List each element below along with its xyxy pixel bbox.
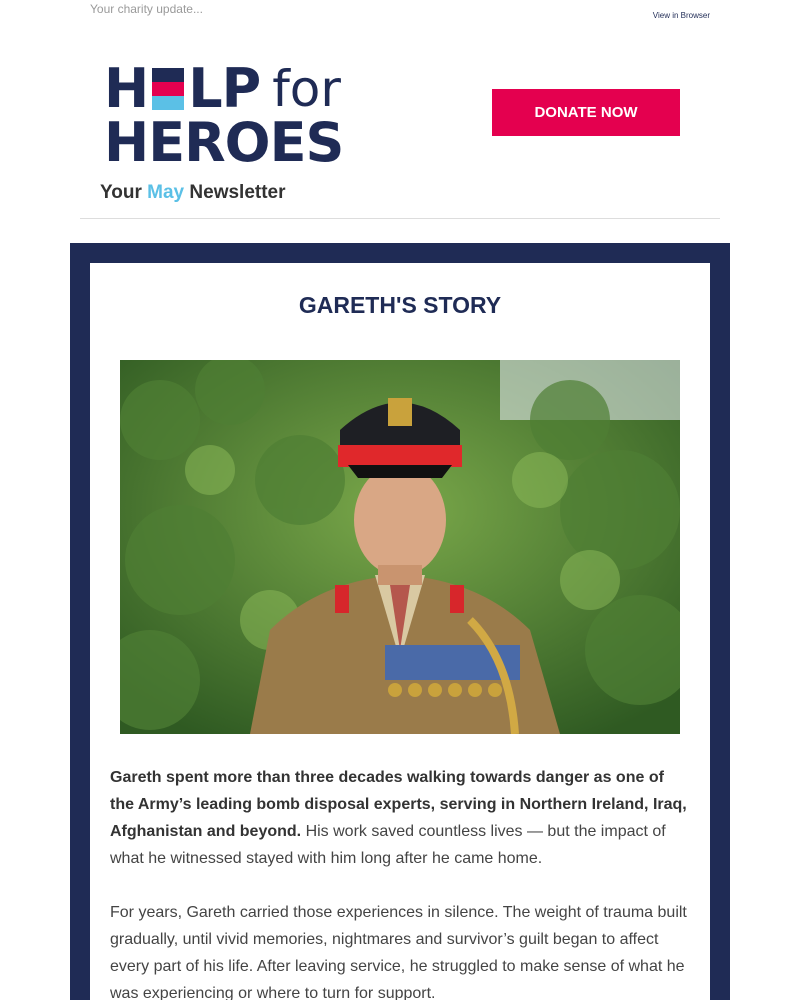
story-paragraph-2: For years, Gareth carried those experiences in silence. The weight of trauma built gradually, until vivid memories, nightmares and survivor’s guilt began to affect every part of his life. After leaving service, he struggled to make sense of what he was experiencing or where to turn for support. xyxy=(110,904,687,1000)
story-title: GARETH'S STORY xyxy=(298,292,502,318)
story-paragraph-1-rest: His work saved countless lives — but the impact of what he witnessed stayed with him long after he came home. xyxy=(110,823,666,867)
help-for-heroes-logo[interactable] xyxy=(104,57,354,174)
logo-line-1 xyxy=(104,57,354,120)
logo-text-lp: LP xyxy=(188,57,261,120)
preheader-text: Your charity update... xyxy=(90,2,203,16)
gareth-photo xyxy=(120,360,680,734)
donate-now-button[interactable]: DONATE NOW xyxy=(492,89,680,136)
logo-text-heroes: HEROES xyxy=(104,111,344,174)
story-card xyxy=(90,263,710,1000)
newsletter-title xyxy=(100,182,286,204)
newsletter-prefix: Your xyxy=(100,182,142,203)
view-in-browser-link[interactable]: View in Browser xyxy=(652,11,710,20)
logo-text-for: for xyxy=(272,60,341,118)
newsletter-suffix: Newsletter xyxy=(189,182,286,203)
logo-text-h: H xyxy=(104,57,149,120)
logo-line-2 xyxy=(104,111,354,174)
logo-flag-icon xyxy=(152,68,184,110)
gareth-photo-illustration xyxy=(120,360,680,734)
story-paragraph-1 xyxy=(110,764,690,872)
story-paragraph-1-bold: Gareth spent more than three decades walking towards danger as one of the Army’s leading bomb disposal experts, serving in Northern Ireland, Iraq, Afghanistan and beyond. xyxy=(110,769,687,840)
newsletter-month: May xyxy=(147,182,185,203)
header-divider xyxy=(80,218,720,219)
